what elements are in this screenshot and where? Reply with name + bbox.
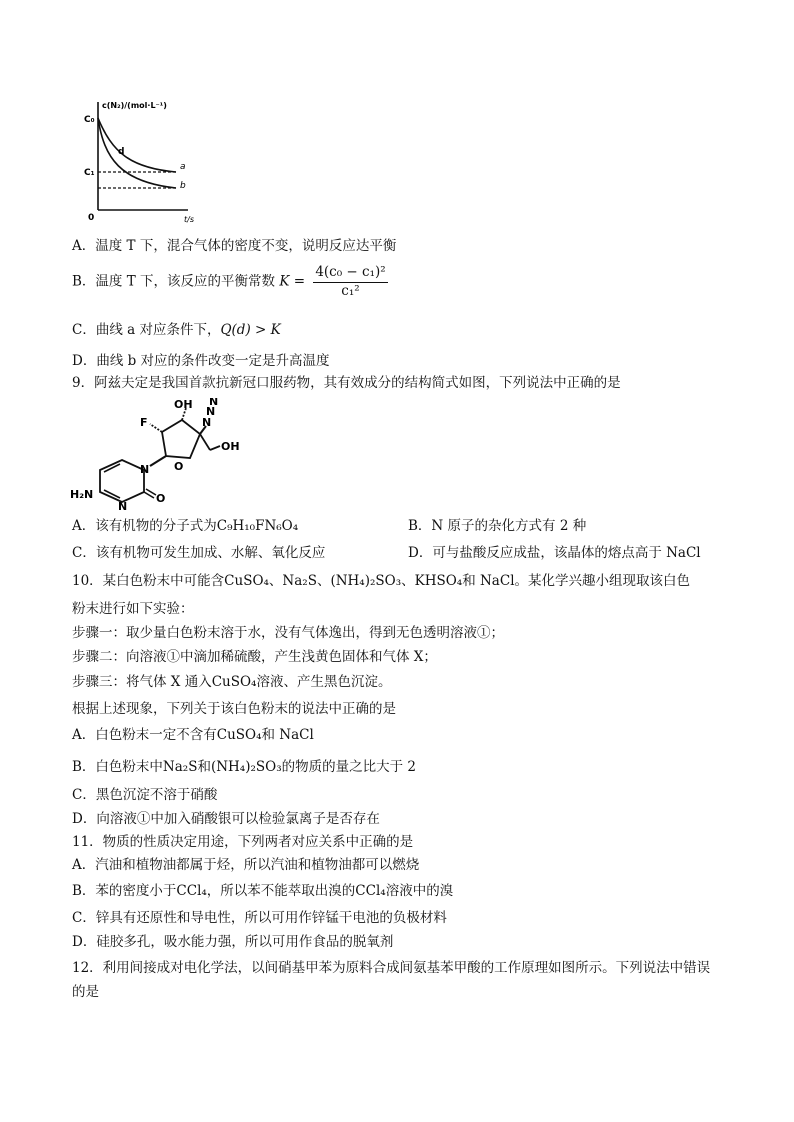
azide-nitrogen-3: N [209, 398, 219, 408]
q8-option-b-text: B．温度 T 下，该反应的平衡常数 [72, 273, 280, 290]
y-tick-c1: C₁ [84, 168, 95, 178]
azvudine-structure [70, 398, 250, 510]
q8-option-d: D．曲线 b 对应的条件改变一定是升高温度 [72, 353, 330, 369]
q11-option-b: B．苯的密度小于CCl₄，所以苯不能萃取出溴的CCl₄溶液中的溴 [72, 883, 454, 899]
q9-option-d: D．可与盐酸反应成盐，该晶体的熔点高于 NaCl [408, 545, 701, 561]
sugar-ring [162, 420, 200, 458]
q10-option-c: C．黑色沉淀不溶于硝酸 [72, 787, 218, 803]
pyrimidine-ring [100, 460, 144, 502]
fluorine: F [140, 416, 148, 429]
q11-stem: 11．物质的性质决定用途，下列两者对应关系中正确的是 [72, 834, 414, 850]
q8-option-b-fraction [313, 266, 387, 298]
q12-stem-line1: 12．利用间接成对电化学法，以间硝基甲苯为原料合成间氨基苯甲酸的工作原理如图所示。下列说法中错误 [72, 960, 711, 976]
q10-option-d: D．向溶液①中加入硝酸银可以检验氯离子是否存在 [72, 811, 380, 827]
carbonyl-oxygen: O [156, 492, 166, 505]
q10-option-a: A．白色粉末一定不含有CuSO₄和 NaCl [72, 727, 314, 743]
origin-label: 0 [88, 213, 95, 223]
q8-option-b-eq: = [289, 273, 310, 290]
q10-option-b: B．白色粉末中Na₂S和(NH₄)₂SO₃的物质的量之比大于 2 [72, 759, 416, 775]
y-axis-label: c(N₂)/(mol·L⁻¹) [102, 101, 167, 110]
q8-option-b-k: K [279, 273, 290, 290]
q10-step-1: 步骤一：取少量白色粉末溶于水，没有气体逸出，得到无色透明溶液①； [72, 625, 504, 641]
y-tick-c0: C₀ [84, 115, 95, 125]
q10-question: 根据上述现象，下列关于该白色粉末的说法中正确的是 [72, 701, 396, 717]
q11-option-d: D．硅胶多孔，吸水能力强，所以可用作食品的脱氧剂 [72, 934, 394, 950]
q8-option-a: A．温度 T 下，混合气体的密度不变，说明反应达平衡 [72, 238, 397, 254]
q8-option-c-expr: Q(d) > K [220, 322, 281, 338]
q8-option-b [72, 266, 388, 298]
q9-stem: 9．阿兹夫定是我国首款抗新冠口服药物，其有效成分的结构简式如图，下列说法中正确的是 [72, 375, 621, 391]
q10-stem-line2: 粉末进行如下实验： [72, 601, 194, 617]
q10-stem-line1: 10．某白色粉末中可能含CuSO₄、Na₂S、(NH₄)₂SO₃、KHSO₄和 NaCl。某化学兴趣小组现取该白色 [72, 573, 691, 589]
curve-label-b: b [180, 181, 186, 191]
q11-option-c: C．锌具有还原性和导电性，所以可用作锌锰干电池的负极材料 [72, 910, 447, 926]
q12-stem-line2: 的是 [72, 984, 99, 1000]
q8-option-c [72, 324, 281, 338]
q9-option-a: A．该有机物的分子式为C₉H₁₀FN₆O₄ [72, 518, 299, 534]
ring-nitrogen-1: N [140, 463, 150, 476]
q11-option-a: A．汽油和植物油都属于烃，所以汽油和植物油都可以燃烧 [72, 857, 420, 873]
curve-label-d: d [118, 147, 125, 157]
x-axis-label: t/s [184, 215, 194, 224]
ring-oxygen: O [174, 460, 184, 473]
q9-option-b: B．N 原子的杂化方式有 2 种 [408, 518, 587, 534]
hydroxyl-top: OH [174, 398, 193, 411]
q8-option-c-text: C．曲线 a 对应条件下， [72, 322, 221, 338]
q10-step-2: 步骤二：向溶液①中滴加稀硫酸，产生浅黄色固体和气体 X； [72, 649, 437, 665]
concentration-time-graph [84, 96, 200, 224]
hydroxyl-right: OH [221, 440, 240, 453]
q9-option-c: C．该有机物可发生加成、水解、氧化反应 [72, 545, 326, 561]
ring-nitrogen-2: N [118, 500, 128, 510]
curve-a [98, 118, 176, 172]
curve-b [98, 118, 176, 188]
curve-label-a: a [180, 162, 186, 172]
fraction-numerator: 4(c₀ − c₁)² [313, 266, 387, 283]
azide-nitrogen-1: N [202, 416, 212, 429]
azide-nitrogen-2: N [206, 405, 216, 418]
q10-step-3: 步骤三：将气体 X 通入CuSO₄溶液、产生黑色沉淀。 [72, 674, 392, 690]
amino-group: H₂N [70, 488, 94, 501]
fraction-denominator: c₁² [341, 282, 360, 299]
